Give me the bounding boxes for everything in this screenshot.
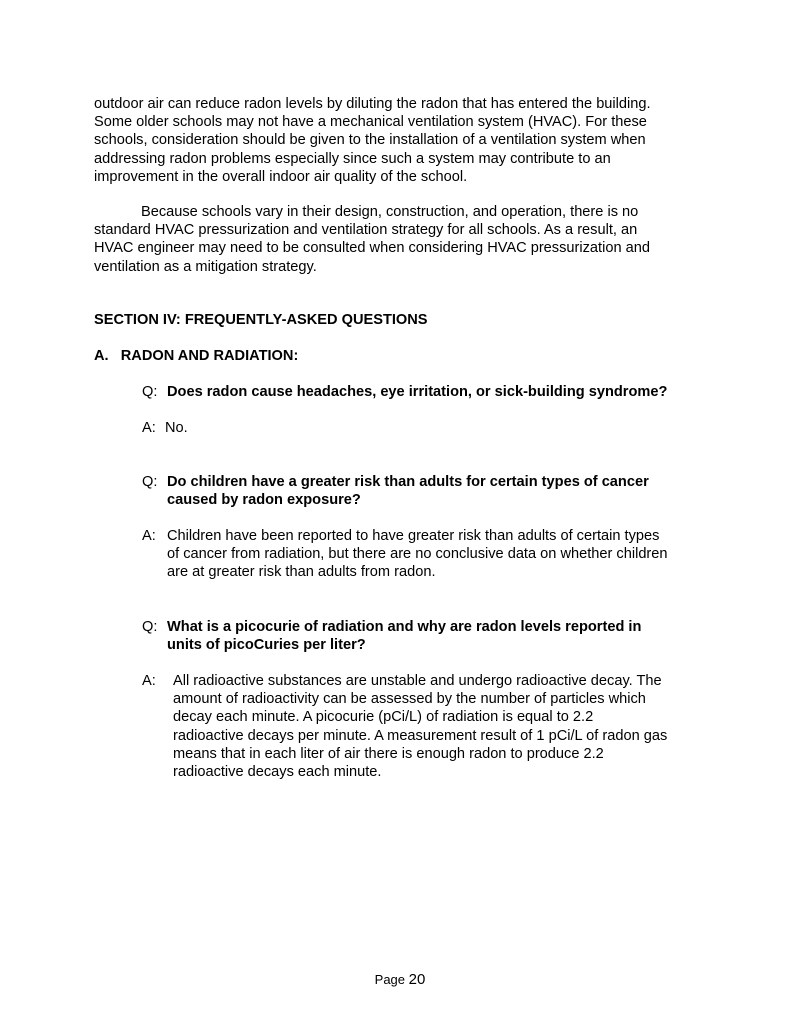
faq-answer xyxy=(142,419,722,437)
faq-answer xyxy=(142,672,722,781)
paragraph-line: HVAC engineer may need to be consulted when considering HVAC pressurization and xyxy=(94,240,650,257)
body-paragraph-ventilation xyxy=(94,95,709,186)
question-line: caused by radon exposure? xyxy=(167,492,361,509)
answer-line: radioactive decays per minute. A measurement result of 1 pCi/L of radon gas xyxy=(173,727,668,744)
page-number: 20 xyxy=(408,971,426,988)
paragraph-line: schools, consideration should be given to the installation of a ventilation system when xyxy=(94,132,646,149)
answer-line: decay each minute. A picocurie (pCi/L) of radiation is equal to 2.2 xyxy=(173,709,594,726)
question-marker: Q: xyxy=(142,619,158,635)
paragraph-line: outdoor air can reduce radon levels by diluting the radon that has entered the building. xyxy=(94,96,651,112)
paragraph-line: ventilation as a mitigation strategy. xyxy=(94,258,317,275)
page-footer xyxy=(0,971,800,988)
question-line: Do children have a greater risk than adults for certain types of cancer xyxy=(167,474,649,490)
subsection-heading: A. RADON AND RADIATION: xyxy=(94,348,299,364)
answer-line: are at greater risk than adults from radon. xyxy=(167,564,436,581)
page-label: Page xyxy=(374,972,406,987)
question-line: What is a picocurie of radiation and why are radon levels reported in xyxy=(167,619,642,635)
answer-line: Children have been reported to have greater risk than adults of certain types xyxy=(167,528,660,544)
answer-marker: A: xyxy=(142,673,156,689)
question-line: Does radon cause headaches, eye irritation, or sick-building syndrome? xyxy=(167,384,668,400)
answer-line: means that in each liter of air there is enough radon to produce 2.2 xyxy=(173,745,604,762)
answer-line: radioactive decays each minute. xyxy=(173,764,382,781)
question-line: units of picoCuries per liter? xyxy=(167,637,366,654)
answer-line: All radioactive substances are unstable and undergo radioactive decay. The xyxy=(173,673,662,689)
body-paragraph-hvac-strategy xyxy=(94,203,709,276)
question-marker: Q: xyxy=(142,474,158,490)
paragraph-line: Some older schools may not have a mechanical ventilation system (HVAC). For these xyxy=(94,114,647,131)
section-heading: SECTION IV: FREQUENTLY-ASKED QUESTIONS xyxy=(94,312,428,328)
paragraph-line: standard HVAC pressurization and ventilation strategy for all schools. As a result, an xyxy=(94,222,638,239)
answer-marker: A: xyxy=(142,420,156,436)
answer-marker: A: xyxy=(142,528,156,544)
answer-line: of cancer from radiation, but there are no conclusive data on whether children xyxy=(167,546,668,563)
faq-question xyxy=(142,473,722,509)
faq-question xyxy=(142,383,722,401)
answer-line: amount of radioactivity can be assessed by the number of particles which xyxy=(173,691,646,708)
paragraph-line: improvement in the overall indoor air quality of the school. xyxy=(94,168,468,185)
faq-answer xyxy=(142,527,722,582)
question-marker: Q: xyxy=(142,384,158,400)
paragraph-line: Because schools vary in their design, construction, and operation, there is no xyxy=(141,204,639,220)
paragraph-line: addressing radon problems especially since such a system may contribute to an xyxy=(94,150,611,167)
answer-line: No. xyxy=(165,420,188,436)
faq-question xyxy=(142,618,722,654)
